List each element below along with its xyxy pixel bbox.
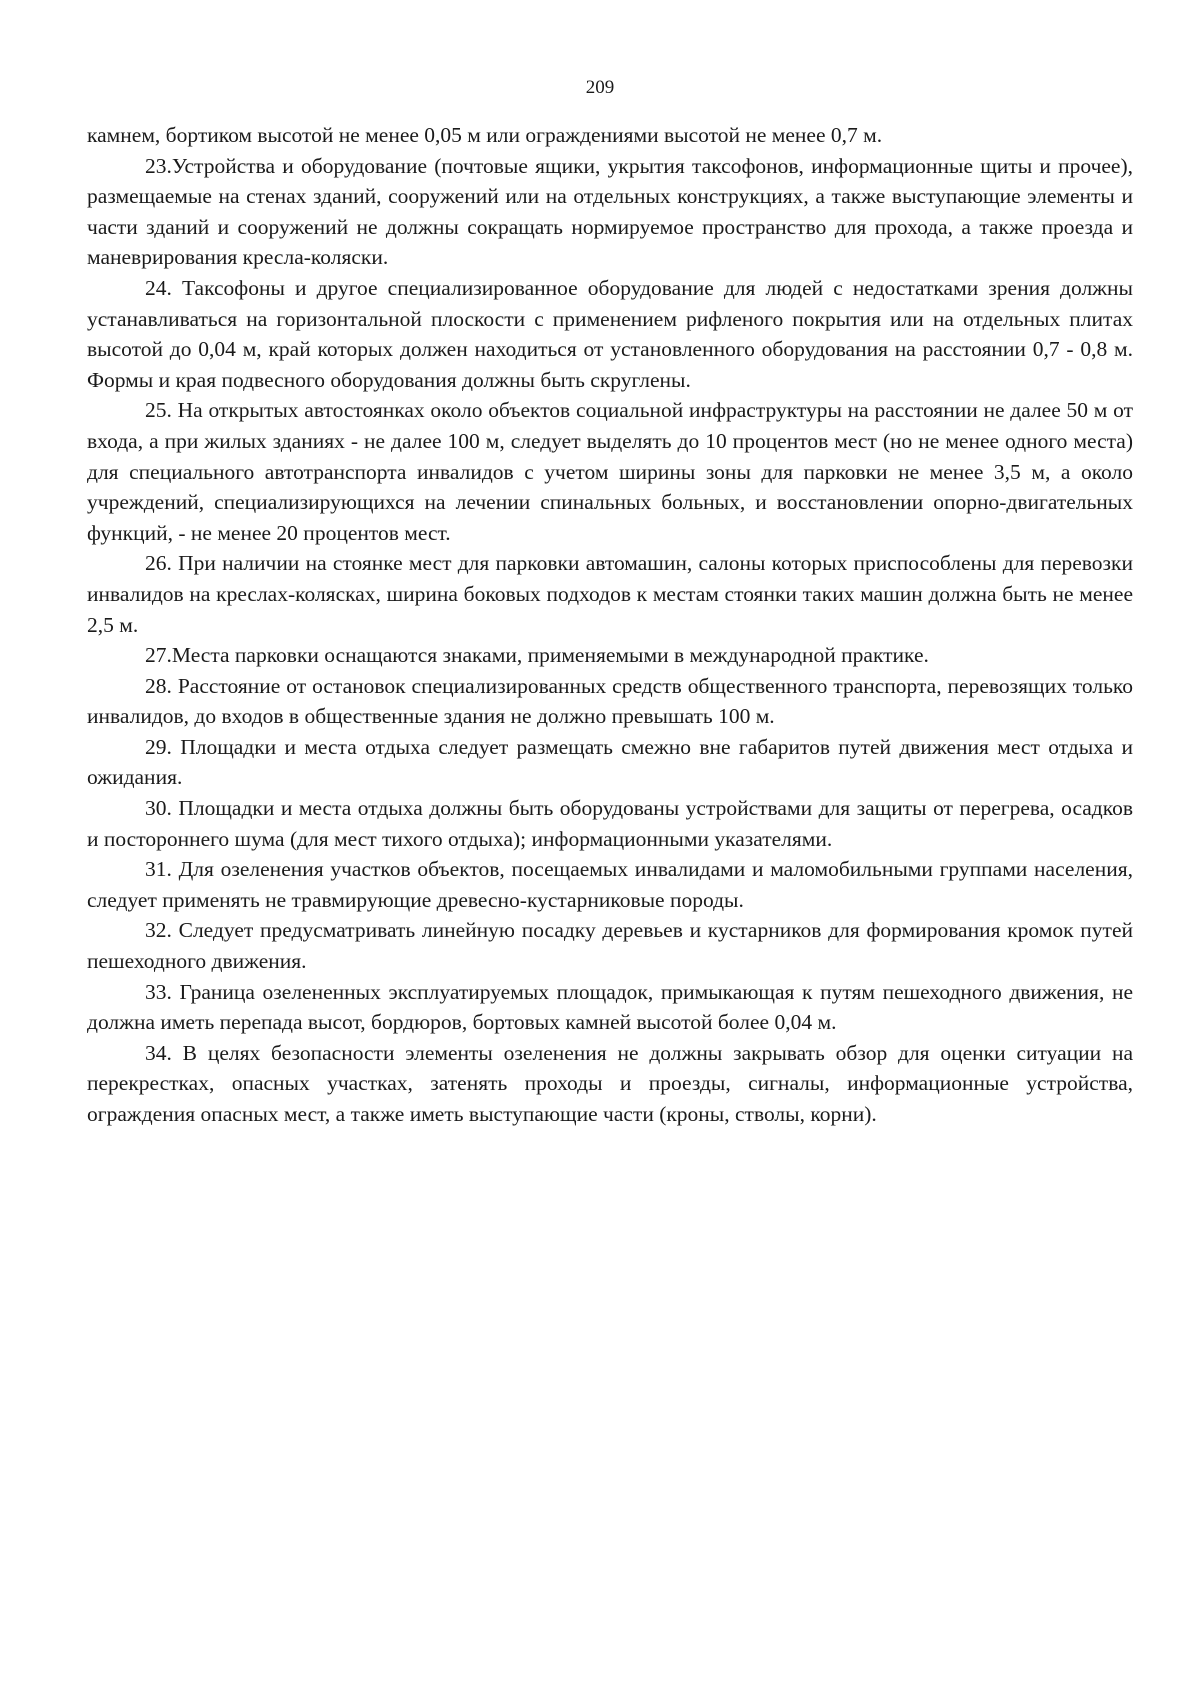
- paragraph-26: 26. При наличии на стоянке мест для парковки автомашин, салоны которых приспособлены для перевозки инвалидов на креслах-колясках, ширина боковых подходов к местам стоянки таких машин должна быть не менее 2,5 м.: [87, 551, 1133, 637]
- paragraph-28: 28. Расстояние от остановок специализированных средств общественного транспорта, перевозящих только инвалидов, до входов в общественные здания не должно превышать 100 м.: [87, 673, 1133, 729]
- paragraph-24: 24. Таксофоны и другое специализированное оборудование для людей с недостатками зрения должны устанавливаться на горизонтальной плоскости с применением рифленого покрытия или на отдельных плитах высотой до 0,04 м, край которых должен находиться от установленного оборудования на расстоянии 0,7 - 0,8 м. Формы и края подвесного оборудования должны быть скруглены.: [87, 275, 1133, 392]
- page-number: 209: [585, 77, 615, 98]
- paragraph-29: 29. Площадки и места отдыха следует размещать смежно вне габаритов путей движения мест отдыха и ожидания.: [87, 734, 1133, 790]
- document-body: [87, 120, 1133, 1130]
- paragraph-continuation: камнем, бортиком высотой не менее 0,05 м или ограждениями высотой не менее 0,7 м.: [87, 123, 883, 147]
- paragraph-30: 30. Площадки и места отдыха должны быть оборудованы устройствами для защиты от перегрева, осадков и постороннего шума (для мест тихого отдыха); информационными указателями.: [87, 796, 1133, 851]
- paragraph-25: 25. На открытых автостоянках около объектов социальной инфраструктуры на расстоянии не далее 50 м от входа, а при жилых зданиях - не далее 100 м, следует выделять до 10 процентов мест (но не менее одного места) для специального автотранспорта инвалидов с учетом ширины зоны для парковки не менее 3,5 м, а около учреждений, специализирующихся на лечении спинальных больных, и восстановлении опорно-двигательных функций, - не менее 20 процентов мест.: [87, 398, 1133, 545]
- paragraph-32: 32. Следует предусматривать линейную посадку деревьев и кустарников для формирования кромок путей пешеходного движения.: [87, 918, 1133, 974]
- paragraph-34: 34. В целях безопасности элементы озеленения не должны закрывать обзор для оценки ситуации на перекрестках, опасных участках, затенять проходы и проезды, сигналы, информационные устройства, ограждения опасных мест, а также иметь выступающие части (кроны, стволы, корни).: [87, 1040, 1133, 1126]
- paragraph-23: 23.Устройства и оборудование (почтовые ящики, укрытия таксофонов, информационные щиты и прочее), размещаемые на стенах зданий, сооружений или на отдельных конструкциях, а также выступающие элементы и части зданий и сооружений не должны сокращать нормируемое пространство для прохода, а также проезда и маневрирования кресла-коляски.: [87, 153, 1133, 270]
- paragraph-33: 33. Граница озелененных эксплуатируемых площадок, примыкающая к путям пешеходного движения, не должна иметь перепада высот, бордюров, бортовых камней высотой более 0,04 м.: [87, 979, 1133, 1035]
- paragraph-31: 31. Для озеленения участков объектов, посещаемых инвалидами и маломобильными группами населения, следует применять не травмирующие древесно-кустарниковые породы.: [87, 857, 1133, 912]
- paragraph-27: 27.Места парковки оснащаются знаками, применяемыми в международной практике.: [145, 643, 929, 668]
